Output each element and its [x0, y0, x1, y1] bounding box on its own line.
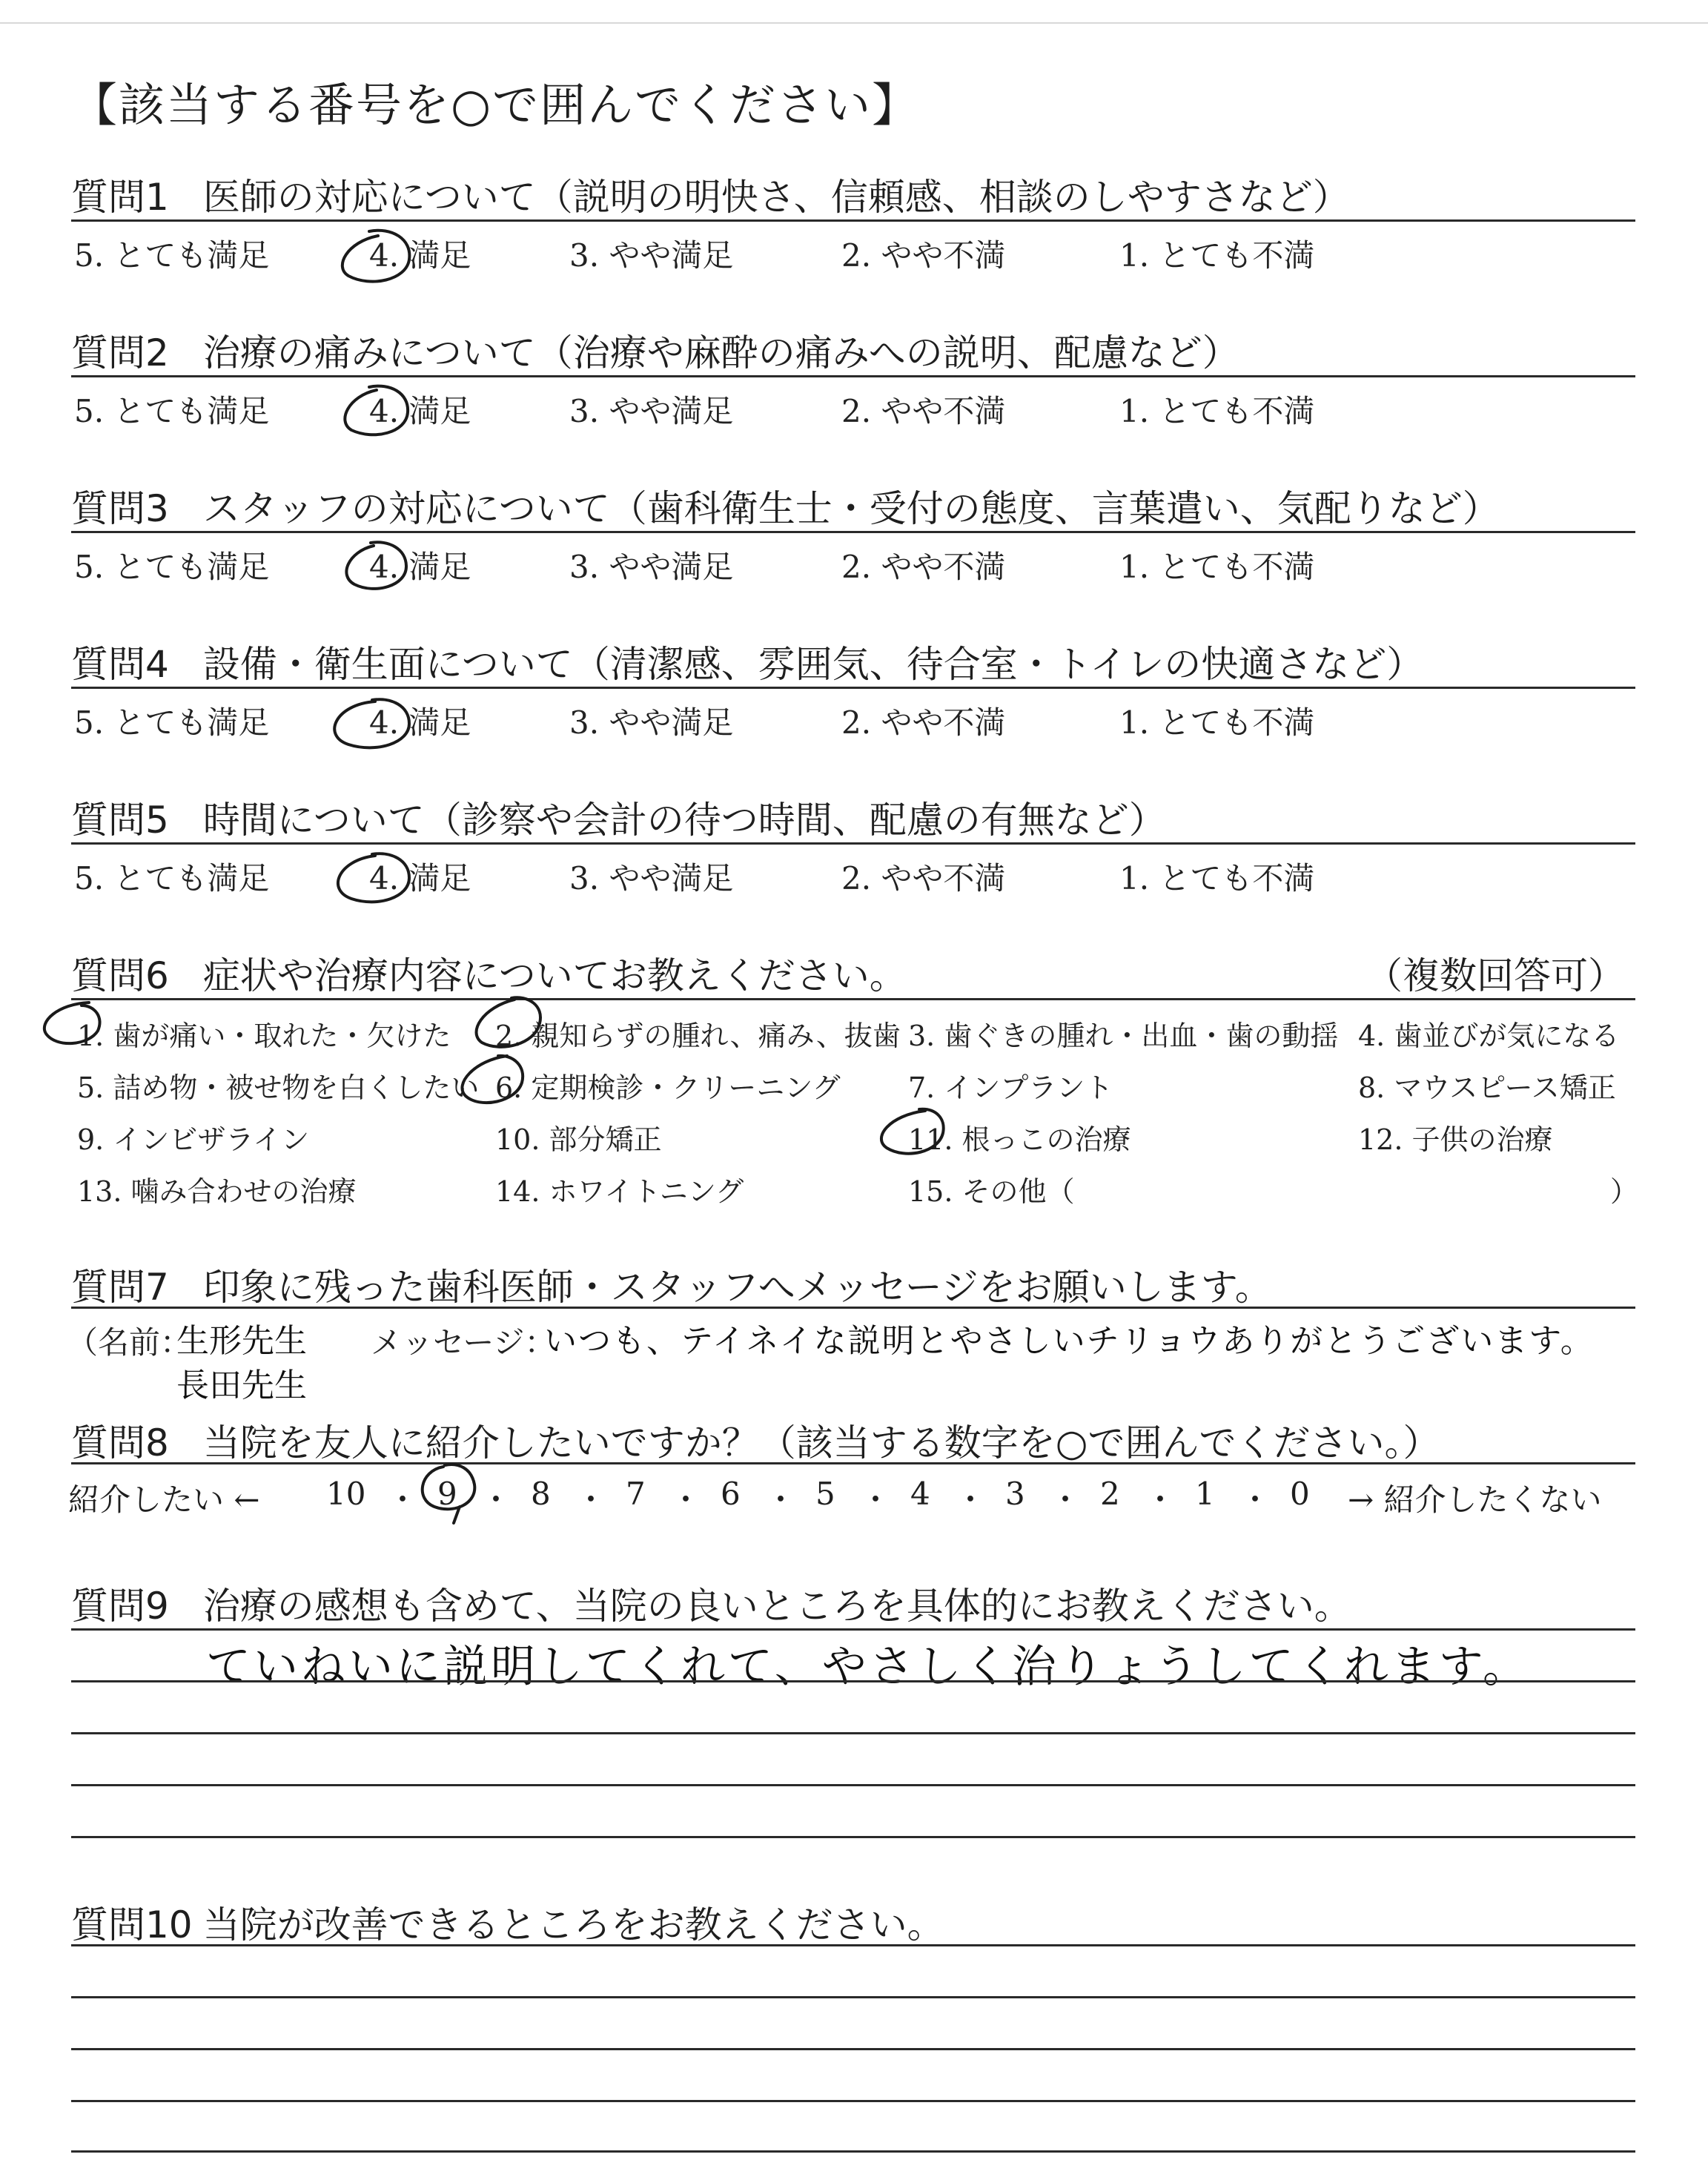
- scale-dot: ・: [955, 1482, 987, 1518]
- symptom-option-12[interactable]: 12. 子供の治療: [1358, 1123, 1553, 1156]
- question-9-title: 質問9 治療の感想も含めて、当院の良いところを具体的にお教えください。: [71, 1585, 1351, 1628]
- name-label: （名前：: [67, 1324, 192, 1361]
- scale-right-label: → 紹介したくない: [1348, 1482, 1602, 1518]
- option-5[interactable]: 5. とても満足: [74, 393, 270, 429]
- question-3-rule: [71, 531, 1635, 533]
- question-7-rule: [71, 1307, 1635, 1309]
- option-2[interactable]: 2. やや不満: [841, 549, 1006, 585]
- question-5-rule: [71, 842, 1635, 845]
- question-4-rule: [71, 687, 1635, 689]
- scale-7[interactable]: 7: [626, 1476, 646, 1512]
- option-5[interactable]: 5. とても満足: [74, 860, 270, 896]
- option-4[interactable]: 4. 満足: [369, 549, 471, 585]
- symptom-option-6[interactable]: 6. 定期検診・クリーニング: [495, 1071, 841, 1104]
- name-handwritten-1[interactable]: 生形先生: [176, 1322, 307, 1360]
- scale-2[interactable]: 2: [1100, 1476, 1120, 1512]
- message-label: メッセージ：: [371, 1324, 556, 1361]
- question-5-title: 質問5 時間について（診察や会計の待つ時間、配慮の有無など）: [71, 799, 1166, 842]
- option-1[interactable]: 1. とても不満: [1119, 393, 1315, 429]
- option-5[interactable]: 5. とても満足: [74, 237, 270, 274]
- symptom-option-3[interactable]: 3. 歯ぐきの腫れ・出血・歯の動揺: [908, 1020, 1339, 1052]
- answer-line: [71, 1836, 1635, 1838]
- question-4-title: 質問4 設備・衛生面について（清潔感、雰囲気、待合室・トイレの快適さなど）: [71, 643, 1424, 686]
- option-1[interactable]: 1. とても不満: [1119, 237, 1315, 274]
- scale-9[interactable]: 9: [437, 1476, 457, 1512]
- scale-dot: ・: [575, 1482, 607, 1518]
- other-close-paren: ）: [1610, 1175, 1639, 1208]
- scale-dot: ・: [1050, 1482, 1082, 1518]
- scale-6[interactable]: 6: [721, 1476, 741, 1512]
- option-5[interactable]: 5. とても満足: [74, 549, 270, 585]
- option-3[interactable]: 3. やや満足: [569, 393, 734, 429]
- answer-line: [71, 2150, 1635, 2153]
- option-2[interactable]: 2. やや不満: [841, 393, 1006, 429]
- question-6-title: 質問6 症状や治療内容についてお教えください。: [71, 954, 907, 997]
- option-3[interactable]: 3. やや満足: [569, 237, 734, 274]
- scale-dot: ・: [480, 1482, 512, 1518]
- question-8-title: 質問8 当院を友人に紹介したいですか？（該当する数字を○で囲んでください。）: [71, 1421, 1440, 1464]
- option-4[interactable]: 4. 満足: [369, 860, 471, 896]
- answer-line: [71, 1732, 1635, 1734]
- question-10-rule: [71, 1944, 1635, 1946]
- symptom-option-7[interactable]: 7. インプラント: [908, 1071, 1113, 1104]
- scale-10[interactable]: 10: [326, 1476, 366, 1512]
- name-handwritten-2[interactable]: 長田先生: [176, 1367, 307, 1404]
- symptom-option-15[interactable]: 15. その他（: [908, 1175, 1075, 1208]
- message-handwritten[interactable]: いつも、テイネイな説明とやさしいチリョウありがとうございます。: [544, 1322, 1595, 1360]
- question-2-title: 質問2 治療の痛みについて（治療や麻酔の痛みへの説明、配慮など）: [71, 331, 1239, 374]
- symptom-option-4[interactable]: 4. 歯並びが気になる: [1358, 1020, 1620, 1052]
- scale-0[interactable]: 0: [1290, 1476, 1310, 1512]
- option-4[interactable]: 4. 満足: [369, 393, 471, 429]
- symptom-option-11[interactable]: 11. 根っこの治療: [908, 1123, 1131, 1156]
- question-8-rule: [71, 1462, 1635, 1464]
- question-2-rule: [71, 375, 1635, 377]
- symptom-option-2[interactable]: 2. 親知らずの腫れ、痛み、抜歯: [495, 1020, 901, 1052]
- symptom-option-1[interactable]: 1. 歯が痛い・取れた・欠けた: [77, 1020, 451, 1052]
- option-3[interactable]: 3. やや満足: [569, 704, 734, 741]
- question-10-title: 質問10 当院が改善できるところをお教えください。: [71, 1903, 944, 1946]
- scale-1[interactable]: 1: [1195, 1476, 1215, 1512]
- question-9-rule: [71, 1628, 1635, 1631]
- option-2[interactable]: 2. やや不満: [841, 704, 1006, 741]
- answer-line: [71, 1996, 1635, 1998]
- symptom-option-13[interactable]: 13. 噛み合わせの治療: [77, 1175, 357, 1208]
- scale-left-label: 紹介したい ←: [68, 1482, 260, 1518]
- question-1-title: 質問1 医師の対応について（説明の明快さ、信頼感、相談のしやすさなど）: [71, 176, 1350, 219]
- good-points-handwritten[interactable]: ていねいに説明してくれて、やさしく治りょうしてくれます。: [206, 1641, 1530, 1693]
- scale-dot: ・: [1145, 1482, 1176, 1518]
- scale-dot: ・: [1239, 1482, 1271, 1518]
- symptom-option-9[interactable]: 9. インビザライン: [77, 1123, 310, 1156]
- option-5[interactable]: 5. とても満足: [74, 704, 270, 741]
- scale-dot: ・: [670, 1482, 702, 1518]
- scale-dot: ・: [387, 1482, 419, 1518]
- question-1-rule: [71, 219, 1635, 222]
- scale-dot: ・: [860, 1482, 892, 1518]
- symptom-option-5[interactable]: 5. 詰め物・被せ物を白くしたい: [77, 1071, 480, 1104]
- answer-line: [71, 1784, 1635, 1786]
- multiple-answer-note: （複数回答可）: [1366, 954, 1625, 997]
- scale-3[interactable]: 3: [1005, 1476, 1025, 1512]
- option-3[interactable]: 3. やや満足: [569, 860, 734, 896]
- symptom-option-10[interactable]: 10. 部分矯正: [495, 1123, 662, 1156]
- scale-dot: ・: [765, 1482, 797, 1518]
- answer-line: [71, 2048, 1635, 2050]
- option-2[interactable]: 2. やや不満: [841, 237, 1006, 274]
- symptom-option-8[interactable]: 8. マウスピース矯正: [1358, 1071, 1616, 1104]
- option-2[interactable]: 2. やや不満: [841, 860, 1006, 896]
- option-1[interactable]: 1. とても不満: [1119, 704, 1315, 741]
- question-7-title: 質問7 印象に残った歯科医師・スタッフへメッセージをお願いします。: [71, 1266, 1272, 1309]
- option-4[interactable]: 4. 満足: [369, 704, 471, 741]
- option-1[interactable]: 1. とても不満: [1119, 860, 1315, 896]
- instruction-header: 【該当する番号を○で囲んでください】: [71, 78, 920, 132]
- answer-line: [71, 1680, 1635, 1682]
- option-4[interactable]: 4. 満足: [369, 237, 471, 274]
- scale-5[interactable]: 5: [815, 1476, 835, 1512]
- option-1[interactable]: 1. とても不満: [1119, 549, 1315, 585]
- question-3-title: 質問3 スタッフの対応について（歯科衛生士・受付の態度、言葉遣い、気配りなど）: [71, 487, 1500, 530]
- answer-line: [71, 2100, 1635, 2102]
- scan-border: [0, 22, 1708, 24]
- symptom-option-14[interactable]: 14. ホワイトニング: [495, 1175, 744, 1208]
- option-3[interactable]: 3. やや満足: [569, 549, 734, 585]
- scale-8[interactable]: 8: [531, 1476, 551, 1512]
- question-6-rule: [71, 998, 1635, 1000]
- scale-4[interactable]: 4: [910, 1476, 930, 1512]
